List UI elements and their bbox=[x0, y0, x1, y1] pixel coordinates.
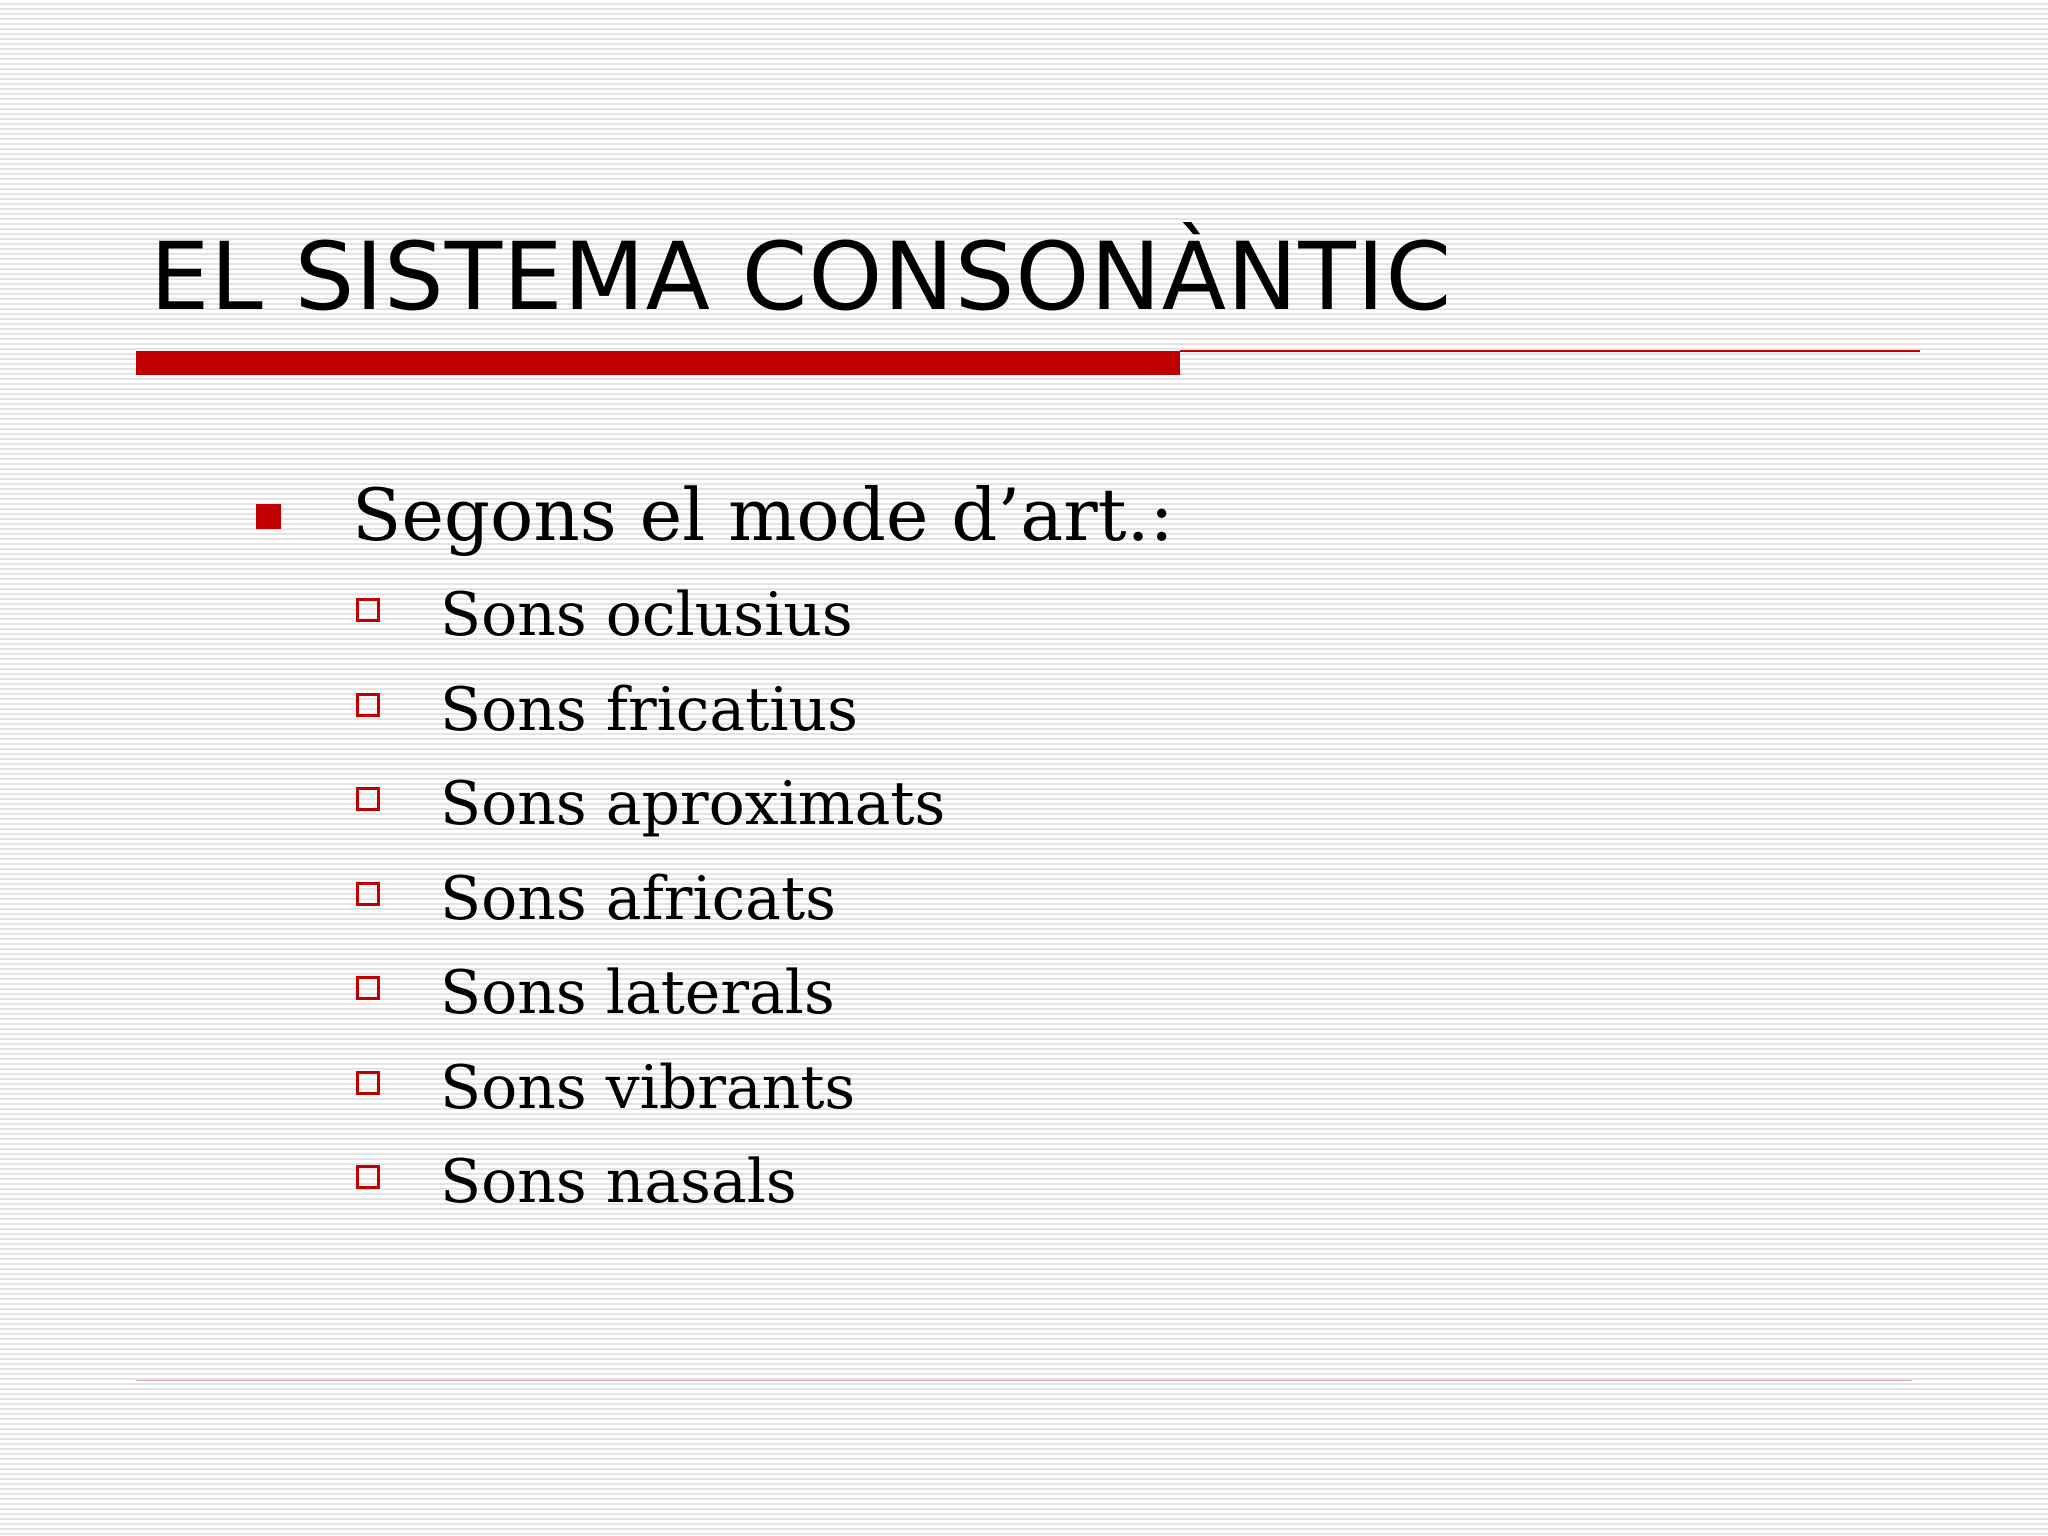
sub-bullet-text: Sons fricatius bbox=[440, 674, 858, 745]
hollow-square-bullet-icon bbox=[356, 1071, 380, 1095]
hollow-square-bullet-icon bbox=[356, 787, 380, 811]
sub-bullet-text: Sons laterals bbox=[440, 958, 835, 1028]
footer-divider bbox=[136, 1380, 1912, 1381]
sub-bullet-text: Sons vibrants bbox=[440, 1052, 856, 1123]
sub-bullet-text: Sons africats bbox=[440, 863, 836, 934]
hollow-square-bullet-icon bbox=[356, 598, 380, 622]
slide-title: EL SISTEMA CONSONÀNTIC bbox=[150, 223, 1453, 332]
sub-bullet-text: Sons oclusius bbox=[440, 580, 853, 650]
hollow-square-bullet-icon bbox=[356, 882, 380, 906]
bullet-text: Segons el mode d’art.: bbox=[352, 473, 1174, 557]
sub-bullet-text: Sons nasals bbox=[440, 1147, 797, 1217]
title-underline-thin bbox=[1180, 350, 1920, 352]
filled-square-bullet-icon bbox=[256, 504, 281, 529]
hollow-square-bullet-icon bbox=[356, 976, 380, 1000]
sub-bullet-text: Sons aproximats bbox=[440, 769, 946, 839]
hollow-square-bullet-icon bbox=[356, 1165, 380, 1189]
hollow-square-bullet-icon bbox=[356, 693, 380, 717]
title-underline-thick bbox=[136, 351, 1180, 375]
